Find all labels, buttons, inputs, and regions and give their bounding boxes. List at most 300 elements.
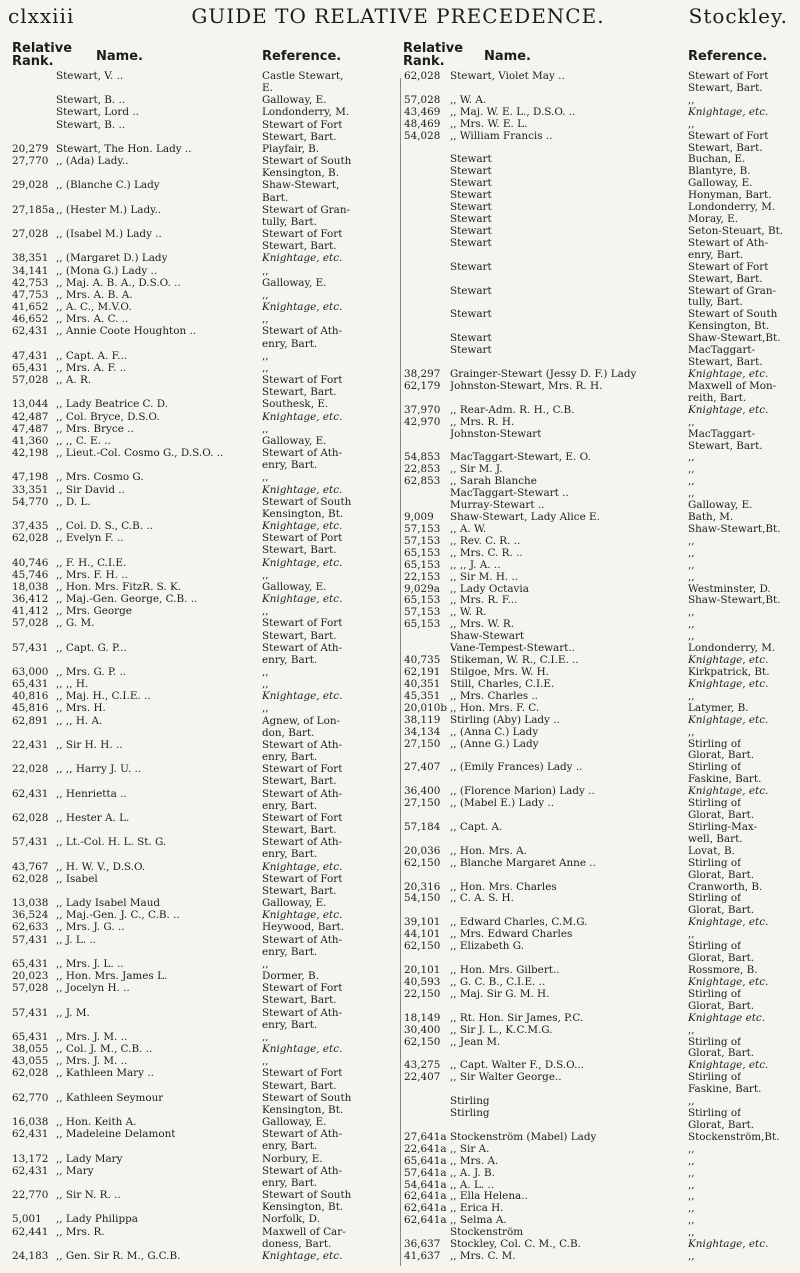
- entry-reference: Stewart of Ath-: [262, 325, 343, 338]
- entry-name: ,, Henrietta ..: [56, 787, 127, 800]
- entry-name: Stewart: [450, 189, 492, 202]
- entry-reference: enry, Bart.: [262, 459, 318, 472]
- entry-rank: 65,641a: [404, 1154, 447, 1167]
- entry-name: ,, Hester A. L.: [56, 811, 130, 824]
- entry-name: ,, A. L. ..: [450, 1178, 495, 1191]
- entry-reference: Stewart of Fort: [262, 872, 343, 885]
- entry-rank: 62,028: [404, 70, 441, 82]
- entry-rank: 13,038: [12, 897, 49, 910]
- entry-name: ,, Mrs. George: [56, 605, 132, 618]
- entry-name: ,, Mrs. C. M.: [450, 1250, 516, 1263]
- entry-rank: 37,435: [12, 520, 49, 533]
- entry-name: ,, ,, Harry J. U. ..: [56, 763, 142, 776]
- entry-rank: 20,023: [12, 970, 49, 983]
- entry-rank: 36,400: [404, 785, 441, 798]
- entry-reference: enry, Bart.: [688, 248, 744, 261]
- entry-name: ,, ,, C. E. ..: [56, 434, 111, 447]
- entry-reference: ,,: [262, 264, 269, 277]
- entry-reference: Knightage, etc.: [688, 654, 769, 667]
- entry-reference: Stockenström,Bt.: [688, 1130, 780, 1143]
- entry-reference: Stirling of: [688, 1107, 741, 1120]
- entry-reference: Stewart of Ath-: [262, 787, 343, 800]
- entry-rank: 34,141: [12, 264, 49, 277]
- entry-rank: 40,593: [404, 975, 441, 988]
- entry-reference: Bart.: [262, 191, 289, 204]
- entry-reference: Dormer, B.: [262, 970, 319, 983]
- entry-rank: 62,431: [12, 787, 49, 800]
- entry-name: Stewart, B. ..: [56, 94, 126, 107]
- entry-rank: 62,150: [404, 940, 441, 953]
- entry-name: ,, Mrs. H.: [56, 702, 106, 715]
- entry-name: ,, Mrs. A. C. ..: [56, 313, 129, 326]
- entry-reference: Stewart, Bart.: [262, 240, 337, 253]
- entry-rank: 29,028: [12, 179, 49, 192]
- entry-reference: Kensington, Bt.: [688, 320, 770, 333]
- entry-reference: Kensington, Bt.: [262, 1103, 344, 1116]
- entry-name: ,, Lady Octavia: [450, 582, 529, 595]
- entry-name: ,, Lady Beatrice C. D.: [56, 398, 168, 411]
- entry-reference: ,,: [262, 471, 269, 484]
- entry-rank: 62,150: [404, 1035, 441, 1048]
- entry-reference: Stewart of Port: [262, 532, 343, 545]
- entry-name: ,, Mrs. A.: [450, 1154, 499, 1167]
- entry-name: ,, Mrs. R.: [56, 1225, 105, 1238]
- entry-name: Stewart: [450, 224, 492, 237]
- entry-rank: 62,179: [404, 379, 441, 392]
- entry-reference: tully, Bart.: [688, 296, 743, 309]
- entry-rank: 54,150: [404, 892, 441, 905]
- entry-reference: Knightage, etc.: [262, 301, 343, 314]
- entry-rank: 36,524: [12, 909, 49, 922]
- entry-rank: 57,431: [12, 836, 49, 849]
- entry-reference: Knightage, etc.: [688, 677, 769, 690]
- entry-name: ,, Lieut.-Col. Cosmo G., D.S.O. ..: [56, 447, 224, 460]
- entry-reference: Stirling of: [688, 761, 741, 774]
- entry-name: ,, Maj. H., C.I.E. ..: [56, 690, 151, 703]
- entry-name: ,, Mrs. W. E. L.: [450, 117, 528, 130]
- entry-reference: ,,: [262, 422, 269, 435]
- entry-name: ,, Lady Isabel Maud: [56, 897, 161, 910]
- entry-reference: Stewart of Fort: [262, 617, 343, 630]
- entry-reference: ,,: [688, 1226, 695, 1239]
- entry-reference: Shaw-Stewart,Bt.: [688, 332, 781, 345]
- entry-name: ,, Jocelyn H. ..: [56, 982, 130, 995]
- entry-name: Murray-Stewart ..: [450, 499, 545, 512]
- entry-name: ,, (Mona G.) Lady ..: [56, 264, 158, 277]
- entry-rank: 57,431: [12, 1006, 49, 1019]
- entry-rank: 62,028: [12, 872, 49, 885]
- entry-reference: Knightage, etc.: [688, 1059, 769, 1072]
- entry-rank: 20,316: [404, 880, 441, 893]
- entry-name: ,, W. A.: [450, 93, 487, 106]
- entry-reference: enry, Bart.: [262, 1140, 318, 1153]
- entry-reference: ,,: [688, 689, 695, 702]
- entry-name: ,, Mrs. Cosmo G.: [56, 471, 144, 484]
- entry-rank: 65,431: [12, 957, 49, 970]
- entry-reference: Seton-Steuart, Bt.: [688, 224, 784, 237]
- entry-name: ,, (Margaret D.) Lady: [56, 252, 168, 265]
- entry-rank: 65,431: [12, 678, 49, 691]
- entry-reference: Stewart of Fort: [262, 228, 343, 241]
- entry-name: ,, D. L.: [56, 495, 91, 508]
- entry-name: ,, (Florence Marion) Lady ..: [450, 785, 595, 798]
- entry-name: ,, (Emily Frances) Lady ..: [450, 761, 583, 774]
- entry-reference: Stewart, Bart.: [262, 386, 337, 399]
- left-reference-heading: Reference.: [262, 49, 342, 64]
- entry-rank: 42,970: [404, 415, 441, 428]
- entry-name: ,, Capt. Walter F., D.S.O...: [450, 1059, 585, 1072]
- entry-name: ,, Sir N. R. ..: [56, 1189, 121, 1202]
- entry-reference: Stirling of: [688, 892, 741, 905]
- entry-reference: Stewart of Ath-: [262, 836, 343, 849]
- entry-reference: Stewart of Ath-: [262, 738, 343, 751]
- entry-reference: MacTaggart-: [688, 427, 756, 440]
- entry-name: Stewart: [450, 236, 492, 249]
- entry-reference: Stewart of Ath-: [262, 933, 343, 946]
- entry-rank: 9,029a: [404, 582, 440, 595]
- entry-rank: 43,767: [12, 860, 49, 873]
- entry-name: ,, Maj. A. B. A., D.S.O. ..: [56, 276, 181, 289]
- entry-rank: 20,101: [404, 964, 441, 976]
- entry-rank: 30,400: [404, 1023, 441, 1036]
- entry-reference: Stewart of South: [262, 495, 352, 508]
- entry-rank: 65,153: [404, 558, 441, 571]
- entry-name: ,, Mrs. A. B. A.: [56, 288, 133, 301]
- entry-reference: Maxwell of Car-: [262, 1225, 346, 1238]
- entry-reference: Rossmore, B.: [688, 964, 758, 976]
- entry-rank: 27,641a: [404, 1130, 447, 1143]
- entry-name: ,, Sir Walter George..: [450, 1071, 562, 1084]
- entry-reference: ,,: [688, 1154, 695, 1167]
- entry-reference: E.: [262, 82, 273, 95]
- entry-reference: enry, Bart.: [262, 799, 318, 812]
- entry-name: ,, Maj.-Gen. J. C., C.B. ..: [56, 909, 180, 922]
- entry-reference: Knightage, etc.: [688, 403, 769, 416]
- entry-rank: 57,184: [404, 820, 441, 833]
- entry-name: ,, ,, H. A.: [56, 714, 103, 727]
- entry-name: Stewart, Lord ..: [56, 106, 139, 119]
- entry-reference: Blantyre, B.: [688, 165, 751, 178]
- entry-reference: ,,: [688, 1178, 695, 1191]
- right-reference-heading: Reference.: [688, 49, 768, 64]
- entry-reference: ,,: [688, 630, 695, 643]
- entry-reference: Stirling of: [688, 1035, 741, 1048]
- entry-name: MacTaggart-Stewart, E. O.: [450, 451, 591, 464]
- entry-reference: ,,: [262, 568, 269, 581]
- entry-reference: Faskine, Bart.: [688, 1083, 762, 1096]
- entry-name: ,, Col. J. M., C.B. ..: [56, 1043, 153, 1056]
- entry-name: ,, J. L. ..: [56, 933, 96, 946]
- entry-reference: ,,: [262, 957, 269, 970]
- entry-reference: ,,: [262, 288, 269, 301]
- entry-reference: Knightage, etc.: [688, 368, 769, 380]
- entry-reference: Glorat, Bart.: [688, 1118, 755, 1131]
- entry-name: Shaw-Stewart: [450, 630, 525, 643]
- entry-reference: ,,: [262, 349, 269, 362]
- entry-rank: 44,101: [404, 928, 441, 941]
- page-number: clxxiii: [8, 4, 75, 28]
- entry-rank: 65,153: [404, 618, 441, 631]
- entry-name: ,, Blanche Margaret Anne ..: [450, 856, 596, 869]
- entry-rank: 42,753: [12, 276, 49, 289]
- entry-name: ,, Mrs. G. P. ..: [56, 666, 127, 678]
- entry-reference: ,,: [688, 1095, 695, 1108]
- entry-rank: 22,150: [404, 987, 441, 1000]
- entry-reference: ,,: [688, 606, 695, 619]
- section-title: Stockley.: [688, 4, 788, 28]
- entry-rank: 47,198: [12, 471, 49, 484]
- entry-rank: 45,816: [12, 702, 49, 715]
- entry-reference: Stewart, Bart.: [262, 884, 337, 897]
- entry-rank: 47,431: [12, 349, 49, 362]
- entry-reference: Kensington, B.: [262, 167, 339, 180]
- entry-rank: 13,044: [12, 398, 49, 411]
- entry-reference: enry, Bart.: [262, 337, 318, 350]
- entry-name: ,, Hon. Mrs. A.: [450, 844, 527, 857]
- entry-name: ,, Elizabeth G.: [450, 940, 525, 953]
- entry-rank: 62,431: [12, 1164, 49, 1177]
- entry-rank: 40,351: [404, 677, 441, 690]
- entry-rank: 45,351: [404, 689, 441, 702]
- entry-reference: ,,: [688, 1166, 695, 1179]
- entry-reference: Stirling of: [688, 940, 741, 953]
- entry-reference: doness, Bart.: [262, 1237, 332, 1250]
- entry-name: ,, ,, H.: [56, 678, 89, 691]
- entry-name: ,, Mrs. A. F. ..: [56, 361, 127, 374]
- entry-rank: 22,431: [12, 738, 49, 751]
- entry-rank: 22,641a: [404, 1142, 447, 1155]
- entry-name: ,, Sir David ..: [56, 483, 125, 496]
- entry-rank: 54,028: [404, 129, 441, 142]
- entry-reference: ,,: [688, 618, 695, 631]
- entry-reference: Westminster, D.: [688, 582, 771, 595]
- entry-name: ,, ,, J. A. ..: [450, 558, 501, 571]
- page-header: [8, 4, 788, 34]
- entry-reference: Stirling of: [688, 1071, 741, 1084]
- entry-name: ,, Hon. Mrs. FitzR. S. K.: [56, 580, 182, 593]
- entry-name: ,, Mrs. Edward Charles: [450, 928, 573, 941]
- entry-reference: Norfolk, D.: [262, 1213, 320, 1226]
- entry-name: Still, Charles, C.I.E.: [450, 677, 555, 690]
- entry-rank: 39,101: [404, 916, 441, 929]
- entry-rank: 42,198: [12, 447, 49, 460]
- entry-reference: Knightage, etc.: [262, 593, 343, 606]
- entry-reference: Knightage, etc.: [262, 860, 343, 873]
- entry-rank: 41,652: [12, 301, 49, 314]
- entry-reference: don, Bart.: [262, 726, 315, 739]
- entry-rank: 57,153: [404, 522, 441, 535]
- entry-name: ,, Erica H.: [450, 1202, 504, 1215]
- entry-name: Stewart: [450, 213, 492, 226]
- entry-rank: 27,150: [404, 737, 441, 750]
- entry-reference: Galloway, E.: [262, 1116, 327, 1129]
- entry-reference: Shaw-Stewart,: [262, 179, 340, 192]
- entry-reference: Stewart of Fort: [262, 1067, 343, 1080]
- entry-reference: Londonderry, M.: [262, 106, 350, 119]
- entry-reference: Galloway, E.: [262, 276, 327, 289]
- entry-rank: 62,633: [12, 921, 49, 934]
- entry-name: ,, Mrs. J. M. ..: [56, 1055, 128, 1068]
- entry-rank: 62,150: [404, 856, 441, 869]
- entry-reference: ,,: [688, 463, 695, 476]
- entry-rank: 18,038: [12, 580, 49, 593]
- entry-reference: Glorat, Bart.: [688, 904, 755, 917]
- right-rank-heading: Relative Rank.: [403, 41, 464, 69]
- entry-name: ,, Capt. A.: [450, 820, 503, 833]
- entry-reference: ,,: [688, 1190, 695, 1203]
- entry-reference: Stewart, Bart.: [688, 272, 763, 285]
- page-title: GUIDE TO RELATIVE PRECEDENCE.: [191, 4, 605, 28]
- entry-reference: ,,: [688, 415, 695, 428]
- entry-reference: enry, Bart.: [262, 848, 318, 861]
- entry-reference: Knightage, etc.: [688, 105, 769, 118]
- entry-name: ,, (Anne G.) Lady: [450, 737, 539, 750]
- entry-reference: tully, Bart.: [262, 215, 317, 228]
- entry-reference: enry, Bart.: [262, 945, 318, 958]
- entry-name: ,, Gen. Sir R. M., G.C.B.: [56, 1249, 181, 1262]
- entry-reference: Knightage, etc.: [688, 916, 769, 929]
- entry-reference: ,,: [688, 534, 695, 547]
- entry-name: Stockenström (Mabel) Lady: [450, 1130, 597, 1143]
- entry-rank: 63,000: [12, 666, 49, 678]
- entry-name: ,, (Hester M.) Lady..: [56, 203, 162, 216]
- entry-rank: 9,009: [404, 511, 434, 524]
- entry-name: ,, Col. Bryce, D.S.O.: [56, 410, 160, 423]
- entry-reference: ,,: [688, 1250, 695, 1263]
- entry-reference: ,,: [688, 451, 695, 464]
- entry-rank: 38,351: [12, 252, 49, 265]
- entry-reference: Stewart of Fort: [262, 811, 343, 824]
- entry-reference: Knightage, etc.: [262, 520, 343, 533]
- entry-rank: 62,028: [12, 1067, 49, 1080]
- entry-rank: 62,028: [12, 811, 49, 824]
- entry-reference: ,,: [262, 666, 269, 678]
- entry-rank: 57,153: [404, 606, 441, 619]
- entry-reference: Kensington, Bt.: [262, 507, 344, 520]
- entry-rank: 47,753: [12, 288, 49, 301]
- left-rank-heading: Relative Rank.: [12, 41, 73, 69]
- entry-name: Grainger-Stewart (Jessy D. F.) Lady: [450, 368, 637, 380]
- entry-name: ,, Lady Philippa: [56, 1213, 138, 1226]
- entry-name: ,, Lady Mary: [56, 1152, 123, 1165]
- right-name-heading: Name.: [484, 49, 531, 64]
- entry-reference: Kirkpatrick, Bt.: [688, 666, 770, 678]
- entry-name: ,, Col. D. S., C.B. ..: [56, 520, 153, 533]
- entry-reference: Knightage, etc.: [262, 410, 343, 423]
- entry-rank: 62,431: [12, 325, 49, 338]
- entry-reference: Stewart of Gran-: [688, 284, 777, 297]
- entry-name: ,, G. M.: [56, 617, 95, 630]
- entry-rank: 22,153: [404, 570, 441, 583]
- entry-reference: enry, Bart.: [262, 751, 318, 764]
- entry-rank: 48,469: [404, 117, 441, 130]
- entry-name: ,, Selma A.: [450, 1214, 507, 1227]
- entry-reference: reith, Bart.: [688, 391, 747, 404]
- entry-reference: Buchan, E.: [688, 153, 746, 166]
- entry-reference: Stewart, Bart.: [688, 81, 763, 94]
- entry-reference: enry, Bart.: [262, 1018, 318, 1031]
- entry-reference: Honyman, Bart.: [688, 189, 772, 202]
- entry-rank: 54,641a: [404, 1178, 447, 1191]
- entry-rank: 43,275: [404, 1059, 441, 1072]
- entry-name: ,, A. C., M.V.O.: [56, 301, 132, 314]
- entry-reference: Kensington, Bt.: [262, 1201, 344, 1214]
- entry-name: ,, J. M.: [56, 1006, 90, 1019]
- entry-reference: ,,: [688, 546, 695, 559]
- entry-rank: 57,431: [12, 933, 49, 946]
- entry-reference: ,,: [688, 93, 695, 106]
- entry-rank: 57,028: [404, 93, 441, 106]
- entry-name: Stewart: [450, 201, 492, 214]
- entry-reference: Stewart of Fort: [262, 374, 343, 387]
- entry-rank: 65,431: [12, 361, 49, 374]
- entry-name: ,, Sir M. H. ..: [450, 570, 519, 583]
- entry-reference: Galloway, E.: [688, 177, 753, 190]
- entry-rank: 13,172: [12, 1152, 49, 1165]
- entry-name: ,, Mrs. F. H. ..: [56, 568, 128, 581]
- entry-rank: 65,431: [12, 1030, 49, 1043]
- entry-name: ,, Rt. Hon. Sir James, P.C.: [450, 1011, 584, 1024]
- entry-rank: 62,891: [12, 714, 49, 727]
- entry-reference: Knightage, etc.: [262, 1249, 343, 1262]
- entry-reference: ,,: [262, 678, 269, 691]
- entry-name: ,, Lt.-Col. H. L. St. G.: [56, 836, 167, 849]
- entry-rank: 57,028: [12, 982, 49, 995]
- entry-rank: 27,150: [404, 797, 441, 810]
- entry-reference: Stewart of Ath-: [262, 1164, 343, 1177]
- entry-reference: ,,: [688, 1214, 695, 1227]
- entry-name: ,, Rear-Adm. R. H., C.B.: [450, 403, 575, 416]
- entry-name: ,, Mrs. R. F...: [450, 594, 518, 607]
- entry-name: ,, Hon. Mrs. Charles: [450, 880, 557, 893]
- entry-reference: Stewart of Fort: [262, 118, 343, 131]
- entry-reference: Playfair, B.: [262, 142, 320, 155]
- entry-rank: 62,028: [12, 532, 49, 545]
- entry-rank: 62,853: [404, 475, 441, 488]
- entry-reference: Stewart of South: [262, 1091, 352, 1104]
- entry-reference: ,,: [688, 1142, 695, 1155]
- entry-reference: Stewart of Fort: [688, 70, 769, 82]
- entry-reference: Moray, E.: [688, 213, 739, 226]
- entry-name: ,, Hon. Keith A.: [56, 1116, 137, 1129]
- entry-reference: ,,: [262, 605, 269, 618]
- entry-reference: Stewart of Ath-: [688, 236, 769, 249]
- entry-name: ,, Maj.-Gen. George, C.B. ..: [56, 593, 198, 606]
- entry-reference: enry, Bart.: [262, 1176, 318, 1189]
- entry-reference: Bath, M.: [688, 511, 734, 524]
- entry-name: Stewart: [450, 260, 492, 273]
- entry-reference: Galloway, E.: [262, 94, 327, 107]
- entry-reference: Glorat, Bart.: [688, 1047, 755, 1060]
- entry-reference: Faskine, Bart.: [688, 773, 762, 786]
- entry-name: ,, Ella Helena..: [450, 1190, 528, 1203]
- entry-name: Johnston-Stewart: [450, 427, 542, 440]
- entry-rank: 20,036: [404, 844, 441, 857]
- column-divider: [400, 78, 401, 1266]
- entry-reference: ,,: [688, 1023, 695, 1036]
- entry-reference: Galloway, E.: [262, 580, 327, 593]
- entry-reference: ,,: [262, 1030, 269, 1043]
- entry-name: ,, Annie Coote Houghton ..: [56, 325, 197, 338]
- entry-reference: Stewart of South: [688, 308, 778, 321]
- entry-rank: 54,853: [404, 451, 441, 464]
- entry-rank: 20,279: [12, 142, 49, 155]
- entry-rank: 57,153: [404, 534, 441, 547]
- entry-rank: 57,431: [12, 641, 49, 654]
- entry-name: ,, Sir A.: [450, 1142, 490, 1155]
- entry-reference: Stewart, Bart.: [262, 824, 337, 837]
- entry-rank: 33,351: [12, 483, 49, 496]
